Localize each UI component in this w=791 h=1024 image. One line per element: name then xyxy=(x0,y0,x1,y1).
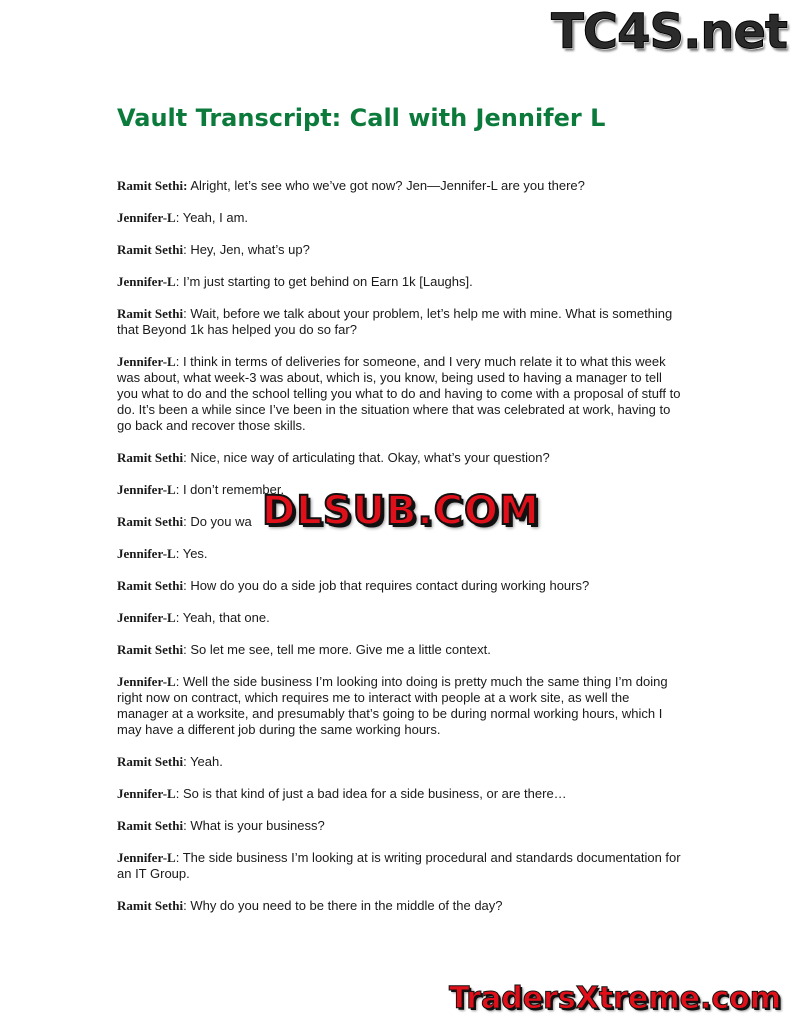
utterance-text: : I don’t remember. xyxy=(175,482,285,497)
utterance-text: : Well the side business I’m looking into doing is pretty much the same thing I’m doing right now on contract, which requires me to interact with people at a work site, as well the manager at a worksite, and presumably that’s going to be during normal working hours, which I may have a different job during the same working hours. xyxy=(117,674,668,737)
speaker-name: Ramit Sethi xyxy=(117,818,184,833)
utterance-text: : Yes. xyxy=(175,546,208,561)
speaker-name: Ramit Sethi xyxy=(117,754,184,769)
utterance-text: : Yeah. xyxy=(183,754,223,769)
transcript-entry xyxy=(117,610,682,626)
utterance-text: : Yeah, I am. xyxy=(175,210,249,225)
utterance-text: : Hey, Jen, what’s up? xyxy=(183,242,310,257)
speaker-name: Ramit Sethi xyxy=(117,514,184,529)
utterance-text: : So let me see, tell me more. Give me a little context. xyxy=(183,642,491,657)
utterance-text: : So is that kind of just a bad idea for a side business, or are there… xyxy=(175,786,567,801)
speaker-name: Jennifer-L xyxy=(117,210,176,225)
speaker-name: Jennifer-L xyxy=(117,482,176,497)
speaker-name: Ramit Sethi xyxy=(117,242,184,257)
transcript-entry xyxy=(117,850,682,882)
transcript-body xyxy=(117,178,682,930)
document-title: Vault Transcript: Call with Jennifer L xyxy=(117,104,606,132)
speaker-name: Jennifer-L xyxy=(117,674,176,689)
speaker-name: Jennifer-L xyxy=(117,850,176,865)
speaker-name: Ramit Sethi xyxy=(117,578,184,593)
transcript-entry xyxy=(117,354,682,434)
utterance-text: : Yeah, that one. xyxy=(175,610,270,625)
utterance-text: : How do you do a side job that requires contact during working hours? xyxy=(183,578,590,593)
speaker-name: Ramit Sethi xyxy=(117,450,184,465)
transcript-entry xyxy=(117,274,682,290)
transcript-entry xyxy=(117,642,682,658)
utterance-text: : I’m just starting to get behind on Earn 1k [Laughs]. xyxy=(175,274,473,289)
speaker-name: Ramit Sethi xyxy=(117,306,184,321)
speaker-name: Jennifer-L xyxy=(117,274,176,289)
speaker-name: Ramit Sethi xyxy=(117,642,184,657)
transcript-entry xyxy=(117,210,682,226)
speaker-name: Jennifer-L xyxy=(117,786,176,801)
transcript-entry xyxy=(117,898,682,914)
utterance-text: : Why do you need to be there in the middle of the day? xyxy=(183,898,503,913)
utterance-text: : Do you wa xyxy=(183,514,252,529)
speaker-name: Jennifer-L xyxy=(117,354,176,369)
speaker-name: Ramit Sethi: xyxy=(117,178,188,193)
speaker-name: Ramit Sethi xyxy=(117,898,184,913)
transcript-entry xyxy=(117,178,682,194)
watermark-center-logo: DLSUB.COM xyxy=(262,488,540,534)
speaker-name: Jennifer-L xyxy=(117,546,176,561)
transcript-entry xyxy=(117,818,682,834)
utterance-text: : What is your business? xyxy=(183,818,325,833)
utterance-text: : Wait, before we talk about your problem, let’s help me with mine. What is something that Beyond 1k has helped you do so far? xyxy=(117,306,673,337)
transcript-entry xyxy=(117,786,682,802)
utterance-text: : Nice, nice way of articulating that. Okay, what’s your question? xyxy=(183,450,550,465)
transcript-entry xyxy=(117,674,682,738)
utterance-text: Alright, let’s see who we’ve got now? Jen—Jennifer-L are you there? xyxy=(187,178,585,193)
transcript-entry xyxy=(117,754,682,770)
transcript-entry xyxy=(117,578,682,594)
transcript-entry xyxy=(117,546,682,562)
utterance-text: : The side business I’m looking at is writing procedural and standards documentation for an IT Group. xyxy=(117,850,681,881)
watermark-top-logo: TC4S.net xyxy=(551,4,787,60)
transcript-entry xyxy=(117,306,682,338)
watermark-bottom-logo: TradersXtreme.com xyxy=(449,981,781,1016)
transcript-entry xyxy=(117,450,682,466)
transcript-entry xyxy=(117,242,682,258)
speaker-name: Jennifer-L xyxy=(117,610,176,625)
utterance-text: : I think in terms of deliveries for someone, and I very much relate it to what this week was about, what week-3 was about, which is, you know, being used to having a manager to tell you what to do and the school telling you what to do and having to come with a proposal of stuff to do. It’s been a while since I’ve been in the situation where that was celebrated at work, having to go back and recover those skills. xyxy=(117,354,681,433)
